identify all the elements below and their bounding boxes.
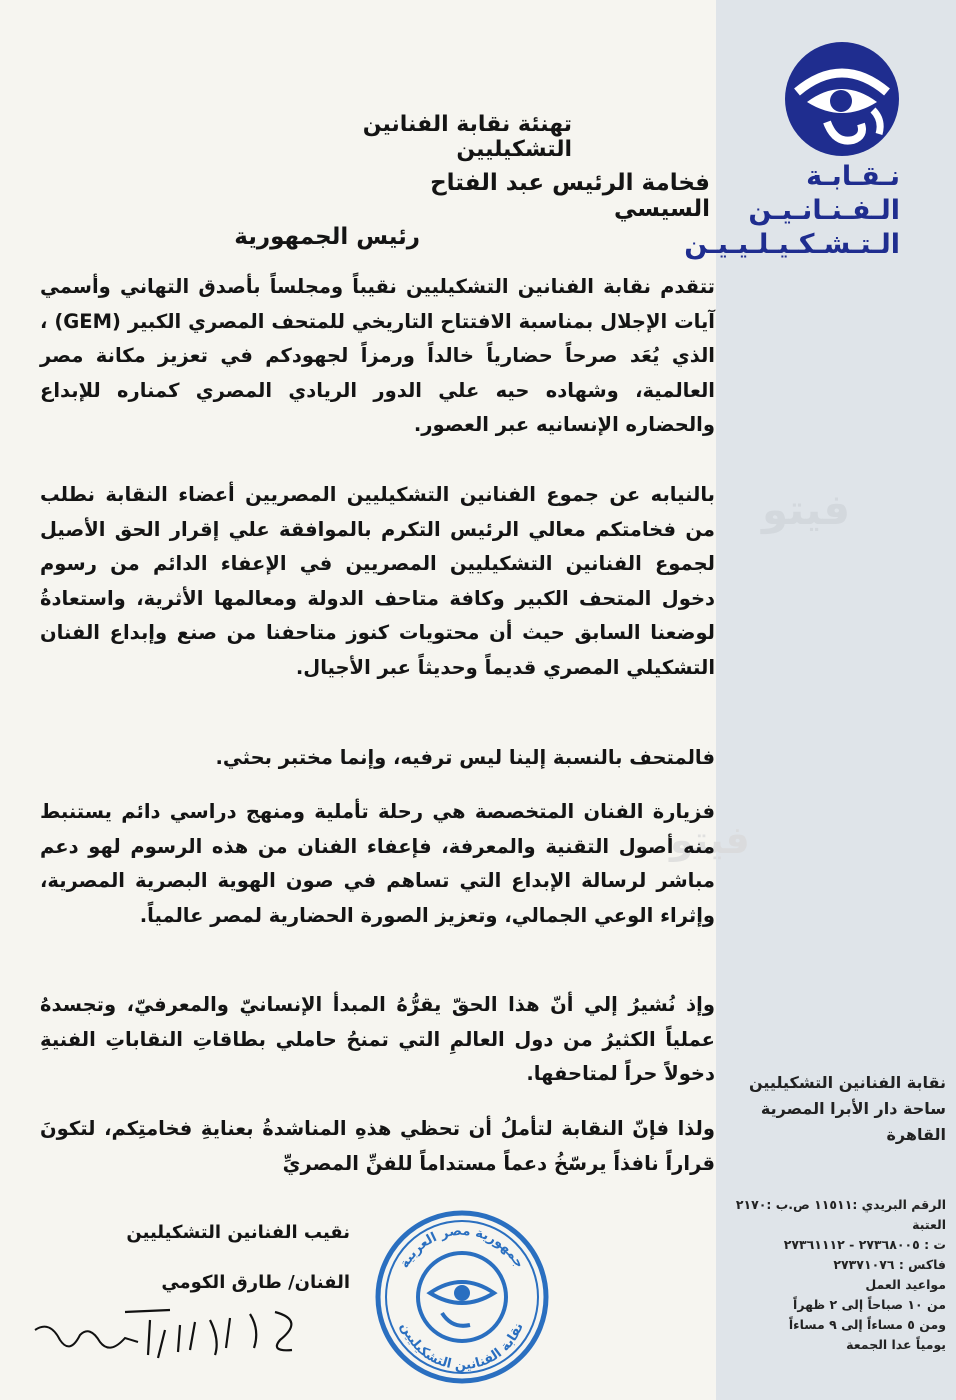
working-hours-title: مواعيد العمل <box>865 1277 946 1292</box>
working-days: يومياً عدا الجمعة <box>846 1337 946 1352</box>
paragraph-principle <box>40 988 715 1092</box>
paragraph-6: ولذا فإنّ النقابة لتأملُ أن تحظي هذهِ المناشدةُ بعنايةِ فخامتِكم، لتكونَ قراراً نافذاً يرسّخُ دعماً مستداماً للفنِّ المصريِّ <box>40 1117 715 1175</box>
paragraph-closing <box>40 1112 715 1181</box>
stamp-top-text: جمهورية مصر العربية <box>397 1223 527 1271</box>
paragraph-1: تتقدم نقابة الفنانين التشكيليين نقيباً ومجلساً بأصدق التهاني وأسمي آيات الإجلال بمناسبة الافتتاح التاريخي للمتحف المصري الكبير (GEM) ، الذي يُعَد صرحاً حضارياً خالداً ورمزاً لجهودكم في تعزيز مكانة مصر العالمية، وشهاده حيه علي الدور الريادي المصري كمناره للإبداع والحضاره الإنسانيه عبر العصور. <box>40 275 715 436</box>
paragraph-4: فزيارة الفنان المتخصصة هي رحلة تأملية ومنهج دراسي دائم يستنبط منه أصول التقنية والمعرفة، فإعفاء الفنان من هذه الرسوم لهو دعم مباشر لرسالة الإبداع التي تساهم في صون الهوية البصرية المصرية، وإثراء الوعي الجمالي، وتعزيز الصورة الحضارية لمصر عالمياً. <box>40 800 715 927</box>
postal-info: الرقم البريدي :١١٥١١ ص.ب :٢١٧٠ العتبة <box>735 1197 946 1232</box>
paragraph-congratulations <box>40 270 715 443</box>
paragraph-museum-statement <box>40 741 715 776</box>
letter-title: تهنئة نقابة الفنانين التشكيليين <box>362 112 572 162</box>
working-hours-morning: من ١٠ صباحاً إلى ٢ ظهراً <box>793 1297 946 1312</box>
watermark: فيتو <box>762 485 851 534</box>
org-name-line-3: الـتـشـكـيـلـيـيـن <box>684 229 900 260</box>
signature-block <box>60 1208 350 1308</box>
fax-info: فاكس : ٢٧٣٧١٠٧٦ <box>833 1257 946 1272</box>
signatory-name: الفنان/ طارق الكومي <box>161 1272 350 1293</box>
address-line-2: ساحة دار الأبرا المصرية <box>760 1099 946 1118</box>
addressee-position: رئيس الجمهورية <box>234 224 420 250</box>
organization-name <box>684 160 900 262</box>
svg-text:جمهورية مصر العربية <box>397 1224 527 1271</box>
contact-details <box>728 1195 946 1355</box>
addressee-salutation: فخامة الرئيس عبد الفتاح السيسي <box>430 170 710 222</box>
syndicate-eye-logo-icon <box>783 40 901 158</box>
paragraph-5: وإذ نُشيرُ إلي أنّ هذا الحقّ يقرُّهُ المبدأ الإنسانيّ والمعرفيّ، وتجسدهُ عملياً الكثيرُ من دول العالمِ التي تمنحُ حاملي بطاقاتِ النقاباتِ الفنيةِ دخولاً حراً لمتاحفها. <box>40 993 715 1085</box>
handwritten-signature <box>30 1300 330 1370</box>
organization-address <box>728 1070 946 1148</box>
phone-info: ت : ٢٧٣٦٨٠٠٥ - ٢٧٣٦١١١٢ <box>783 1237 946 1252</box>
address-line-3: القاهرة <box>886 1125 946 1144</box>
watermark-secondary: فيتو <box>670 818 750 862</box>
paragraph-3: فالمتحف بالنسبة إلينا ليس ترفيه، وإنما مختبر بحثي. <box>215 746 715 769</box>
paragraph-2: بالنيابه عن جموع الفنانين التشكيليين المصريين أعضاء النقابة نطلب من فخامتكم معالي الرئيس التكرم بالموافقة علي إقرار الحق الأصيل لجموع الفنانين التشكيليين المصريين في الإعفاء الدائم من رسوم دخول المتحف الكبير وكافة متاحف الدولة ومعالمها الأثرية، واستعادةُ لوضعنا السابق حيث أن محتويات كنوز متاحفنا من صنع وإبداع الفنان التشكيلي المصري قديماً وحديثاً عبر الأجيال. <box>40 483 715 679</box>
official-stamp <box>372 1205 552 1385</box>
stamp-bottom-text: نقابة الفنانين التشكيليين <box>397 1320 527 1374</box>
org-name-line-1: نـقـابـة <box>806 161 900 192</box>
address-line-1: نقابة الفنانين التشكيليين <box>749 1073 946 1092</box>
working-hours-evening: ومن ٥ مساءاً إلى ٩ مساءاً <box>788 1317 946 1332</box>
signatory-role: نقيب الفنانين التشكيليين <box>126 1222 350 1243</box>
org-name-line-2: الـفـنـانـيـن <box>748 195 900 226</box>
paragraph-request <box>40 478 715 685</box>
paragraph-visit <box>40 795 715 933</box>
